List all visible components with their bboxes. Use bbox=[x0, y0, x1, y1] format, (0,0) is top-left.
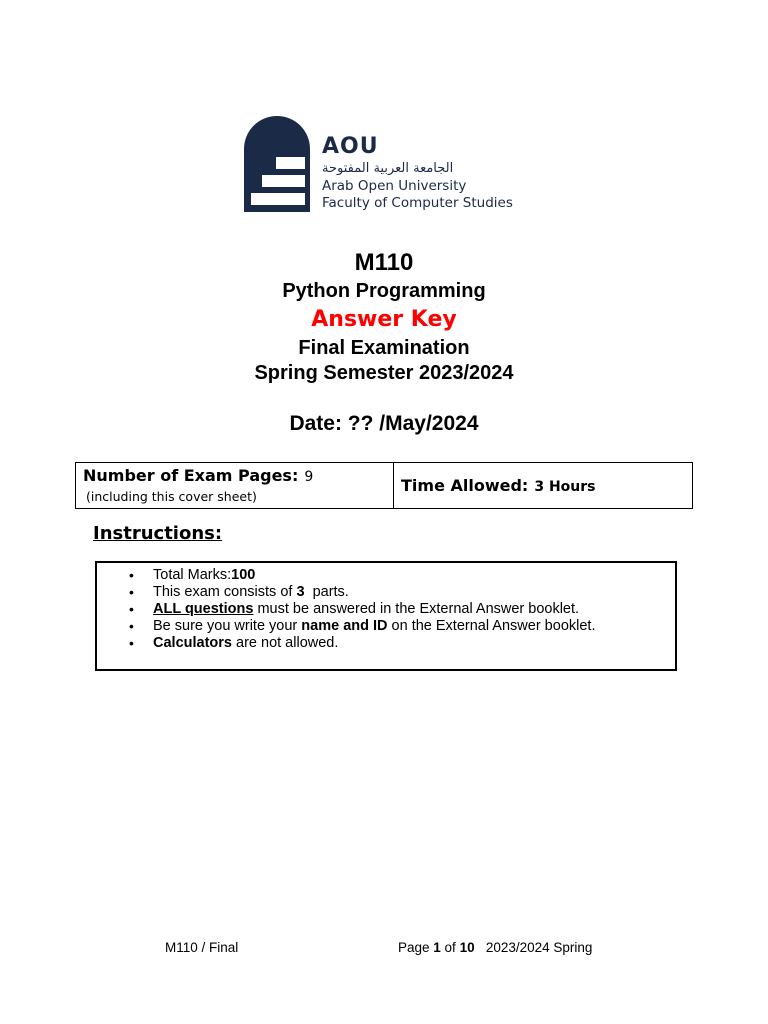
logo-abbreviation: AOU bbox=[322, 134, 379, 159]
university-logo bbox=[244, 116, 534, 216]
aou-emblem-icon bbox=[244, 116, 310, 212]
time-allowed-line bbox=[401, 476, 595, 495]
instructions-title: Instructions: bbox=[93, 523, 223, 544]
course-code: M110 bbox=[354, 249, 414, 276]
exam-pages-cell bbox=[76, 463, 394, 509]
exam-info-table bbox=[75, 462, 693, 509]
exam-pages-label: Number of Exam Pages: bbox=[83, 466, 299, 485]
instruction-item-total-marks bbox=[127, 567, 595, 584]
instruction-text: Be sure you write your bbox=[153, 618, 302, 634]
instruction-bold-text: name and ID bbox=[301, 618, 388, 634]
exam-type: Final Examination bbox=[298, 337, 470, 359]
instruction-bold-text: Calculators bbox=[153, 635, 232, 651]
instruction-item-all-questions bbox=[127, 601, 595, 618]
footer-page-info bbox=[398, 940, 592, 955]
exam-pages-value: 9 bbox=[304, 469, 314, 485]
semester-label: Spring Semester 2023/2024 bbox=[254, 362, 514, 384]
logo-english-name: Arab Open University bbox=[322, 178, 467, 194]
logo-faculty: Faculty of Computer Studies bbox=[322, 195, 513, 211]
exam-pages-note: (including this cover sheet) bbox=[86, 489, 257, 504]
footer-of-word: of bbox=[440, 940, 460, 955]
instructions-box bbox=[95, 561, 677, 671]
answer-key-label: Answer Key bbox=[311, 307, 457, 332]
exam-date: Date: ?? /May/2024 bbox=[289, 412, 479, 435]
instruction-item-calculators bbox=[127, 635, 595, 652]
logo-text-block bbox=[322, 134, 513, 212]
instruction-bold-text: ALL questions bbox=[153, 601, 254, 617]
instruction-text: This exam consists of bbox=[153, 584, 297, 600]
instruction-bold-text: 3 bbox=[296, 584, 305, 600]
instructions-list bbox=[127, 567, 595, 652]
footer-page-total: 10 bbox=[459, 940, 475, 955]
instruction-text: are not allowed. bbox=[231, 635, 339, 651]
course-name: Python Programming bbox=[282, 280, 486, 302]
instruction-text: Total Marks: bbox=[153, 567, 232, 583]
time-allowed-label: Time Allowed: bbox=[401, 476, 529, 495]
exam-pages-label-line bbox=[83, 466, 313, 485]
instruction-bold-text: 100 bbox=[231, 567, 256, 583]
footer-page-word: Page bbox=[398, 940, 434, 955]
instruction-item-parts bbox=[127, 584, 595, 601]
time-allowed-cell bbox=[394, 463, 693, 509]
footer-page-number: 1 bbox=[433, 940, 441, 955]
footer-semester: 2023/2024 Spring bbox=[474, 940, 593, 955]
instruction-item-name-id bbox=[127, 618, 595, 635]
instruction-text-end: parts. bbox=[304, 584, 349, 600]
footer-course: M110 / Final bbox=[165, 940, 239, 955]
instruction-text: must be answered in the External Answer booklet. bbox=[253, 601, 580, 617]
instruction-text-end: on the External Answer booklet. bbox=[387, 618, 596, 634]
logo-arabic-name: الجامعة العربية المفتوحة bbox=[322, 161, 454, 176]
time-allowed-value: 3 Hours bbox=[534, 479, 596, 495]
